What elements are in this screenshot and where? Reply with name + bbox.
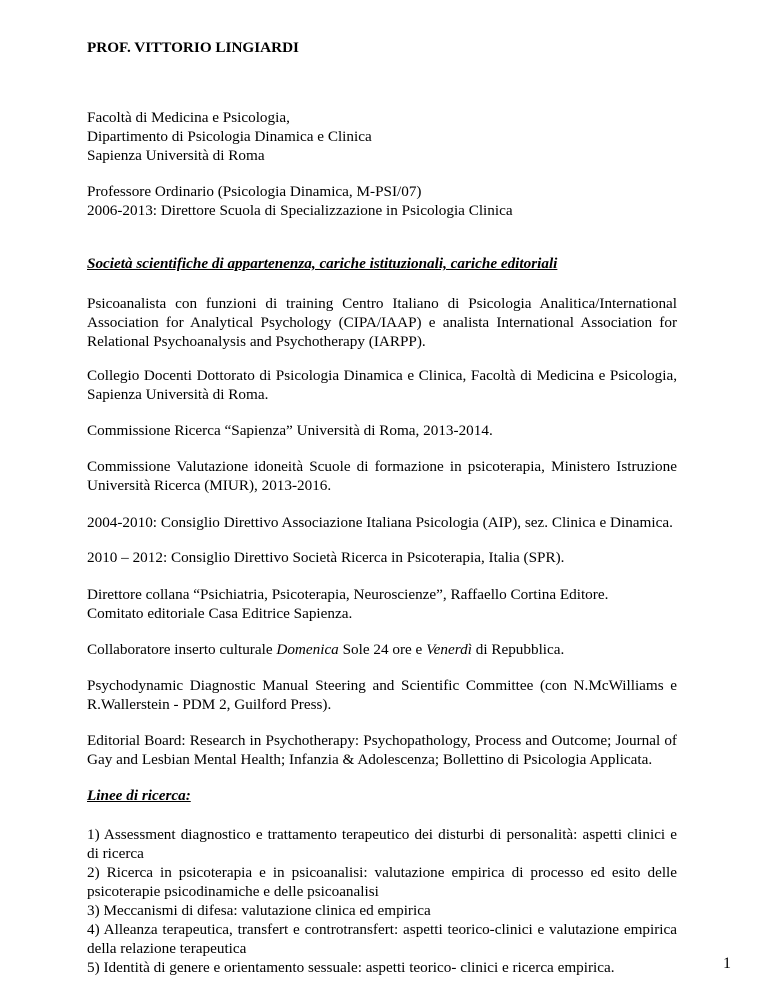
list-item: 1) Assessment diagnostico e trattamento terapeutico dei disturbi di personalità: aspetti clinici e di ricerca: [87, 826, 677, 862]
paragraph-training: Psicoanalista con funzioni di training Centro Italiano di Psicologia Analitica/International Association for Analytical Psychology (CIPA/IAAP) e analista International Association for Relational Psychoanalysis and Psychotherapy (IARPP).: [87, 295, 677, 350]
affiliation-block: [87, 108, 677, 165]
newspaper-text: di Repubblica.: [471, 641, 565, 658]
newspaper-title-domenica: Domenica: [276, 641, 339, 658]
position-line: 2006-2013: Direttore Scuola di Specializzazione in Psicologia Clinica: [87, 202, 513, 219]
newspaper-text: Sole 24 ore e: [338, 641, 427, 658]
newspaper-text: Collaboratore inserto culturale: [87, 641, 277, 658]
list-item: 3) Meccanismi di difesa: valutazione clinica ed empirica: [87, 902, 431, 919]
research-lines-list: [87, 825, 677, 977]
series-director-line: Direttore collana “Psichiatria, Psicoterapia, Neuroscienze”, Raffaello Cortina Editore.: [87, 586, 609, 603]
paragraph-aip: 2004-2010: Consiglio Direttivo Associazione Italiana Psicologia (AIP), sez. Clinica e Dinamica.: [87, 514, 673, 531]
section-heading-research: Linee di ricerca:: [87, 787, 191, 804]
position-block: [87, 182, 677, 220]
editorial-committee-line: Comitato editoriale Casa Editrice Sapienza.: [87, 605, 353, 622]
paragraph-miur: Commissione Valutazione idoneità Scuole di formazione in psicoterapia, Ministero Istruzione Università Ricerca (MIUR), 2013-2016.: [87, 458, 677, 494]
paragraph-doctorate: Collegio Docenti Dottorato di Psicologia Dinamica e Clinica, Facoltà di Medicina e Psicologia, Sapienza Università di Roma.: [87, 367, 677, 403]
page-number: 1: [723, 955, 731, 972]
position-line: Professore Ordinario (Psicologia Dinamica, M-PSI/07): [87, 183, 422, 200]
affiliation-line: Sapienza Università di Roma: [87, 147, 265, 164]
section-heading-societies: Società scientifiche di appartenenza, cariche istituzionali, cariche editoriali: [87, 255, 558, 272]
list-item: 2) Ricerca in psicoterapia e in psicoanalisi: valutazione empirica di processo ed esito delle psicoterapie psicodinamiche e delle psicoanalisi: [87, 864, 677, 900]
list-item: 5) Identità di genere e orientamento sessuale: aspetti teorico- clinici e ricerca empirica.: [87, 959, 615, 976]
list-item: 4) Alleanza terapeutica, transfert e controtransfert: aspetti teorico-clinici e valutazione empirica della relazione terapeutica: [87, 921, 677, 957]
paragraph-editorial-roles: [87, 585, 677, 623]
document-title: PROF. VITTORIO LINGIARDI: [87, 39, 299, 56]
paragraph-pdm: Psychodynamic Diagnostic Manual Steering and Scientific Committee (con N.McWilliams e R.Wallerstein - PDM 2, Guilford Press).: [87, 677, 677, 713]
paragraph-editorial-board: Editorial Board: Research in Psychotherapy: Psychopathology, Process and Outcome; Journal of Gay and Lesbian Mental Health; Infanzia & Adolescenza; Bollettino di Psicologia Applicata.: [87, 732, 677, 768]
affiliation-line: Dipartimento di Psicologia Dinamica e Clinica: [87, 128, 372, 145]
paragraph-spr: 2010 – 2012: Consiglio Direttivo Società Ricerca in Psicoterapia, Italia (SPR).: [87, 549, 565, 566]
affiliation-line: Facoltà di Medicina e Psicologia,: [87, 109, 290, 126]
newspaper-title-venerdi: Venerdì: [426, 641, 472, 658]
paragraph-newspapers: [87, 640, 677, 659]
paragraph-research-commission: Commissione Ricerca “Sapienza” Università di Roma, 2013-2014.: [87, 422, 493, 439]
